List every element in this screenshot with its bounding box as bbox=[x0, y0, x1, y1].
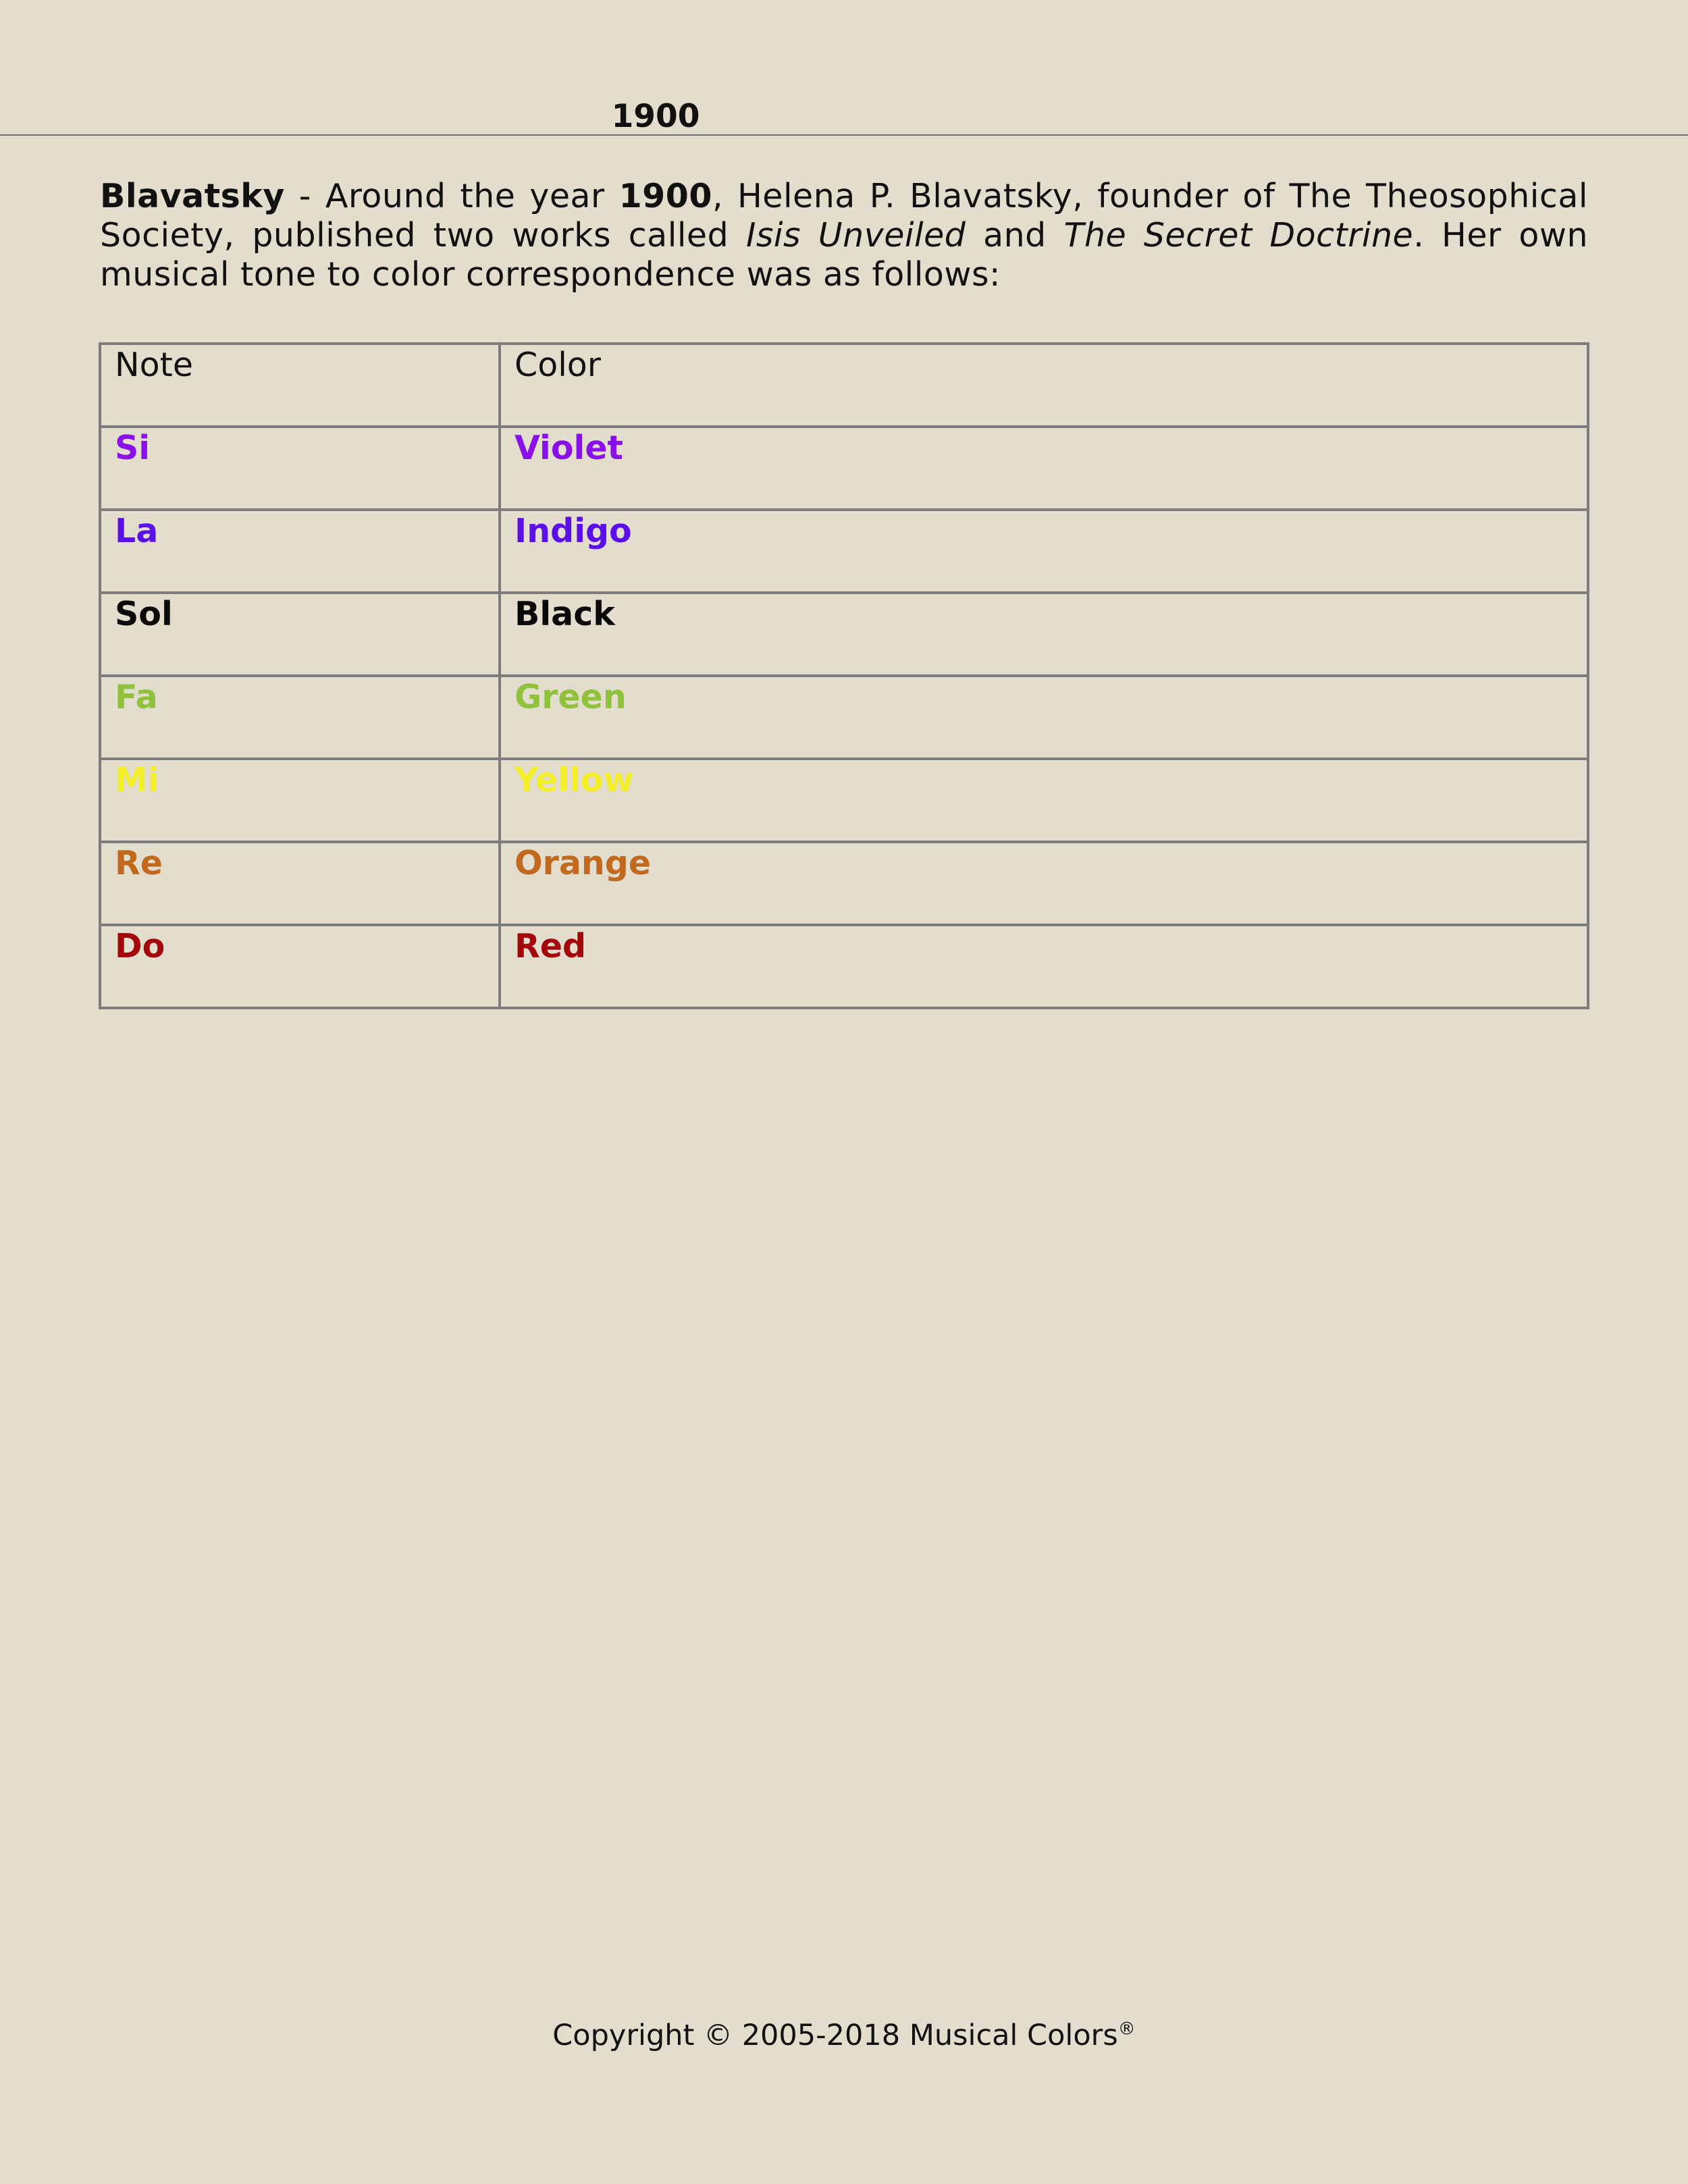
note-cell: Mi bbox=[100, 759, 500, 842]
color-cell: Orange bbox=[500, 842, 1588, 925]
intro-paragraph bbox=[100, 177, 1588, 294]
color-cell: Indigo bbox=[500, 510, 1588, 593]
intro-year: 1900 bbox=[618, 177, 712, 215]
table-row bbox=[100, 925, 1588, 1008]
note-cell: Si bbox=[100, 427, 500, 510]
intro-name: Blavatsky bbox=[100, 177, 285, 215]
page-title: 1900 bbox=[611, 98, 700, 135]
note-cell: Do bbox=[100, 925, 500, 1008]
note-cell: Sol bbox=[100, 593, 500, 676]
table-row bbox=[100, 842, 1588, 925]
intro-text-1: , Helena P. Blavatsky, founder of The Theosophical Society, published two works called bbox=[100, 177, 1589, 255]
table-row bbox=[100, 593, 1588, 676]
table-row bbox=[100, 676, 1588, 759]
table-row bbox=[100, 759, 1588, 842]
intro-text-3: . Her own musical tone to color correspondence was as follows: bbox=[100, 216, 1588, 294]
note-cell: Re bbox=[100, 842, 500, 925]
header-note: Note bbox=[100, 344, 500, 427]
copyright-footer bbox=[0, 2015, 1688, 2056]
table-row bbox=[100, 510, 1588, 593]
color-cell: Green bbox=[500, 676, 1588, 759]
note-cell: La bbox=[100, 510, 500, 593]
header-color: Color bbox=[500, 344, 1588, 427]
title-divider bbox=[0, 134, 1688, 136]
note-cell: Fa bbox=[100, 676, 500, 759]
intro-work-1: Isis Unveiled bbox=[745, 216, 966, 255]
color-cell: Black bbox=[500, 593, 1588, 676]
table-header-row bbox=[100, 344, 1588, 427]
intro-text-2: and bbox=[966, 216, 1064, 255]
intro-work-2: The Secret Doctrine bbox=[1063, 216, 1414, 255]
color-cell: Red bbox=[500, 925, 1588, 1008]
color-cell: Violet bbox=[500, 427, 1588, 510]
tone-color-table bbox=[99, 342, 1589, 1009]
copyright-text: Copyright © 2005-2018 Musical Colors bbox=[552, 2019, 1118, 2052]
table-row bbox=[100, 427, 1588, 510]
registered-mark: ® bbox=[1117, 2019, 1136, 2040]
color-cell: Yellow bbox=[500, 759, 1588, 842]
intro-sep: - Around the year bbox=[284, 177, 619, 215]
